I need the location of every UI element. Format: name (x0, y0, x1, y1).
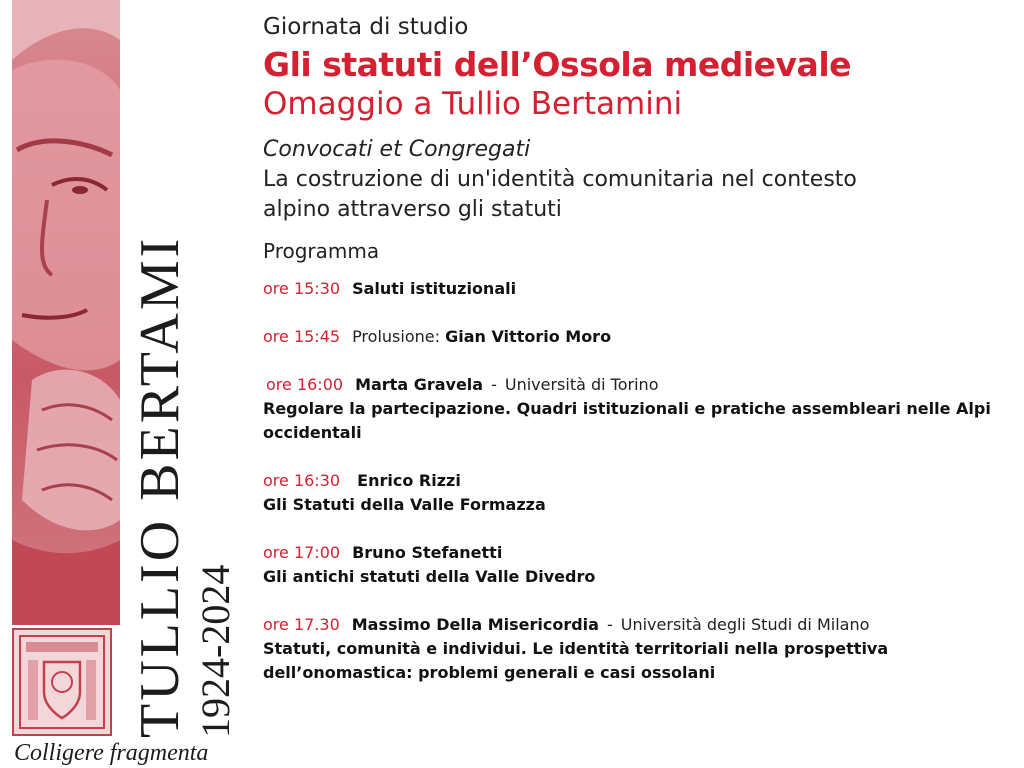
session-talk-line-1: Statuti, comunità e individui. Le identità territoriali nella prospettiva (263, 639, 889, 658)
program-list (263, 277, 1018, 685)
session-speaker: Enrico Rizzi (357, 471, 461, 490)
program-item-head (263, 469, 1018, 493)
portrait-illustration (12, 0, 120, 625)
program-item-head (263, 277, 1018, 301)
theme-line-1: La costruzione di un'identità comunitaria nel contesto (263, 167, 857, 192)
program-item-head (263, 613, 1018, 637)
session-speaker: Marta Gravela (355, 375, 484, 394)
vertical-name-text: TULLIO BERTAMI (129, 235, 191, 738)
emblem-illustration (14, 630, 110, 734)
session-talk-line-1: Gli antichi statuti della Valle Divedro (263, 567, 596, 586)
session-speaker: Gian Vittorio Moro (445, 327, 612, 346)
theme-italic-title: Convocati et Congregati (263, 137, 531, 162)
session-speaker: Bruno Stefanetti (352, 543, 503, 562)
session-time: ore 16:30 (263, 471, 341, 490)
program-item (263, 613, 1018, 685)
session-talk-line-1: Gli Statuti della Valle Formazza (263, 495, 546, 514)
portrait-image (12, 0, 120, 625)
program-item (263, 469, 1018, 517)
session-time: ore 15:30 (263, 279, 341, 298)
event-title: Gli statuti dell’Ossola medievale (263, 45, 852, 84)
session-time: ore 16:00 (266, 375, 344, 394)
program-item-head (263, 325, 1018, 349)
session-time: ore 15:45 (263, 327, 341, 346)
session-time: ore 17:00 (263, 543, 341, 562)
session-time: ore 17.30 (263, 615, 340, 634)
main-content (263, 12, 1018, 709)
program-item-head (263, 541, 1018, 565)
left-decorative-strip (0, 0, 250, 768)
theme-line-2: alpino attraverso gli statuti (263, 197, 562, 222)
session-role: Prolusione: (352, 327, 440, 346)
program-heading: Programma (263, 239, 380, 263)
program-item-head (266, 373, 1018, 397)
session-talk-line-2: occidentali (263, 423, 362, 442)
session-speaker: Saluti istituzionali (352, 279, 517, 298)
motto-text: Colligere fragmenta (14, 740, 209, 766)
program-item (263, 325, 1018, 349)
session-affiliation: Università di Torino (504, 375, 659, 394)
vertical-years-text: 1924-2024 (193, 564, 238, 738)
session-separator: - (606, 615, 613, 634)
program-item (263, 541, 1018, 589)
heraldic-emblem (12, 628, 112, 736)
program-item (263, 277, 1018, 301)
session-speaker: Massimo Della Misericordia (351, 615, 599, 634)
session-affiliation: Università degli Studi di Milano (620, 615, 870, 634)
session-separator: - (491, 375, 497, 394)
session-talk-line-1: Regolare la partecipazione. Quadri istituzionali e pratiche assembleari nelle Alpi (263, 399, 991, 418)
event-subtitle: Omaggio a Tullio Bertamini (263, 86, 683, 122)
event-kicker: Giornata di studio (263, 14, 469, 40)
session-talk-line-2: dell’onomastica: problemi generali e casi ossolani (263, 663, 716, 682)
program-item (263, 373, 1018, 445)
theme-block (263, 135, 1018, 225)
